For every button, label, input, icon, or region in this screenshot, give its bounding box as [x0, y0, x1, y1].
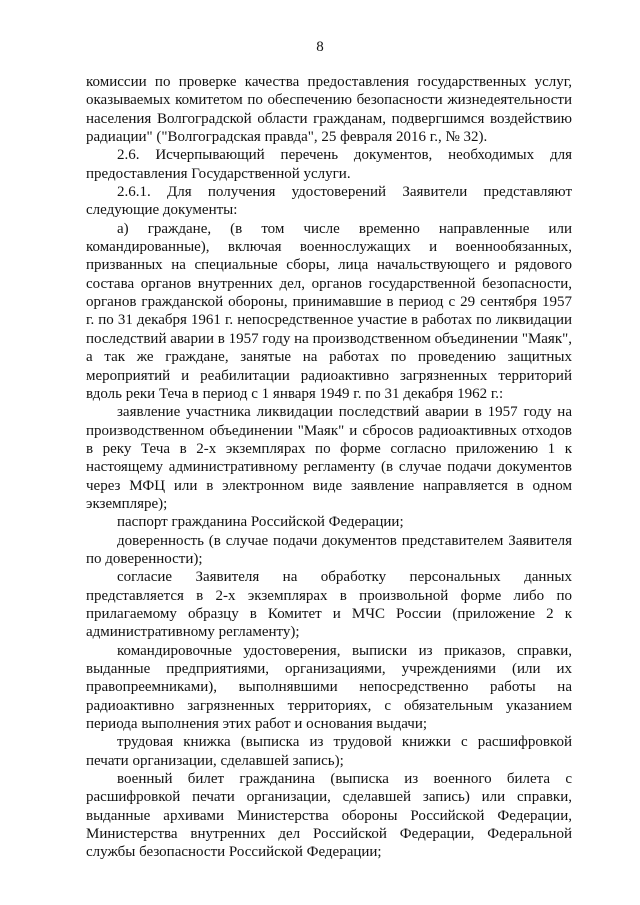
paragraph-employment-record: трудовая книжка (выписка из трудовой книжки с расшифровкой печати организации, сделавшей запись);	[86, 734, 572, 769]
page-number: 8	[316, 39, 324, 55]
paragraph-section-2-6: 2.6. Исчерпывающий перечень документов, необходимых для предоставления Государственной услуги.	[86, 147, 572, 182]
paragraph-passport: паспорт гражданина Российской Федерации;	[117, 514, 404, 531]
paragraph-commission-reference: комиссии по проверке качества предоставления государственных услуг, оказываемых комитетом по обеспечению безопасности жизнедеятельности населения Волгоградской области гражданам, подвергшимся воздействию радиации" ("Волгоградская правда", 25 февраля 2016 г., № 32).	[86, 74, 572, 146]
paragraph-application: заявление участника ликвидации последствий аварии в 1957 году на производственном объединении "Маяк" и сбросов радиоактивных отходов в реку Теча в 2-х экземплярах по форме согласно приложению 1 к настоящему административному регламенту (в случае подачи документов через МФЦ или в электронном виде заявление направляется в одном экземпляре);	[86, 404, 572, 512]
paragraph-item-a: а) граждане, (в том числе временно направленные или командированные), включая военнослужащих и военнообязанных, призванных на специальные сборы, лица начальствующего и рядового состава органов внутренних дел, органов государственной безопасности, органов гражданской обороны, принимавшие в период с 29 сентября 1957 г. по 31 декабря 1961 г. непосредственное участие в работах по ликвидации последствий аварии в 1957 году на производственном объединении "Маяк", а так же граждане, занятые на работах по проведению защитных мероприятий и реабилитации радиоактивно загрязненных территорий вдоль реки Теча в период с 1 января 1949 г. по 31 декабря 1962 г.:	[86, 220, 572, 402]
paragraph-personal-data-consent: согласие Заявителя на обработку персональных данных представляется в 2-х экземплярах в произвольной форме либо по прилагаемому образцу в Комитет и МЧС России (приложение 2 к административному регламенту);	[86, 569, 572, 641]
paragraph-travel-certificates: командировочные удостоверения, выписки из приказов, справки, выданные предприятиями, организациями, учреждениями (или их правопреемниками), выполнявшими непосредственно работы на радиоактивно загрязненных территориях, с обязательным указанием периода выполнения этих работ и основания выдачи;	[86, 642, 572, 733]
paragraph-section-2-6-1: 2.6.1. Для получения удостоверений Заявители представляют следующие документы:	[86, 184, 572, 219]
paragraph-power-of-attorney: доверенность (в случае подачи документов представителем Заявителя по доверенности);	[86, 532, 572, 567]
paragraph-military-id: военный билет гражданина (выписка из военного билета с расшифровкой печати организации, сделавшей запись) или справки, выданные архивами Министерства обороны Российской Федерации, Министерства внутренних дел Российской Федерации, Федеральной службы безопасности Российской Федерации;	[86, 771, 572, 861]
document-body	[86, 73, 572, 862]
